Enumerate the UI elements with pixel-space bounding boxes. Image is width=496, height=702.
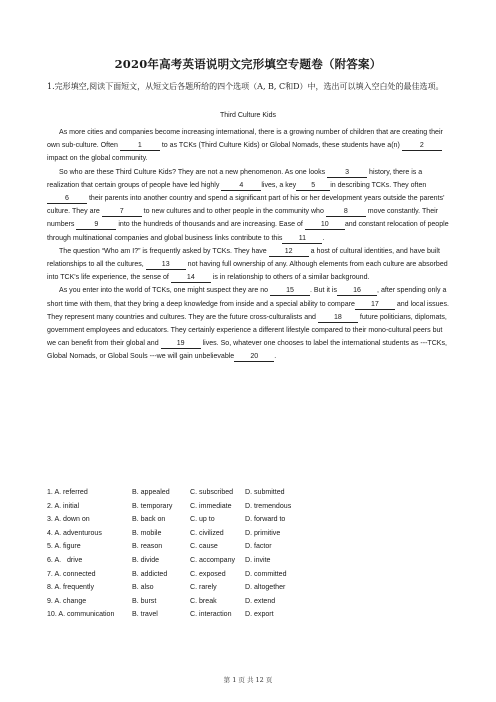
option-a: 6. A. drive [47,556,83,564]
passage-text: a host of cultural identities, and have built relationships to all the cultures, [47,247,440,269]
option-row [47,581,452,595]
passage-text: and constant relocation of people through multinational companies and global business links contribute to this [47,221,449,242]
option-a: 8. A. frequently [47,584,95,592]
blank-1: 1 [120,141,160,151]
passage-text: So who are these Third Culture Kids? They are not a new phenomenon. As one looks [59,168,328,176]
option-row [47,540,452,554]
passage-text: The question “Who am I?” is frequently asked by TCKs. They have [59,247,269,255]
blank-17: 17 [355,300,395,310]
option-b: B. travel [132,611,158,619]
option-c: C. exposed [190,570,226,578]
blank-2: 2 [402,141,442,151]
option-c: C. civilized [190,529,224,537]
option-b: B. back on [132,516,166,524]
passage-text: move constantly. Their numbers [47,208,439,229]
passage-text: As more cities and companies become increasing international, there is a growing number of children that are creating their own sub-culture. Often [47,129,443,150]
option-a: 10. A. communication [47,611,115,619]
option-c: C. cause [190,543,218,551]
passage-body [47,126,452,364]
option-c: C. rarely [190,584,217,592]
option-a: 9. A. change [47,597,87,605]
option-d: D. forward to [245,516,286,524]
passage-text: . But it is [310,287,338,295]
option-c: C. break [190,597,217,605]
blank-16: 16 [337,286,377,296]
option-c: C. interaction [190,611,232,619]
passage-text: . [322,234,325,242]
blank-13: 13 [146,260,186,270]
option-d: D. submitted [245,489,285,496]
option-row [47,568,452,582]
passage-text: to new cultures and to other people in the community who [141,208,326,216]
passage-title: Third Culture Kids [219,112,277,119]
option-row [47,500,452,514]
option-d: D. extend [245,597,276,605]
document-title: 2020年高考英语说明文完形填空专题卷（附答案） [114,57,382,71]
blank-7: 7 [102,207,142,217]
option-d: D. invite [245,556,271,564]
passage-text: into the hundreds of thousands and are increasing. Ease of [116,221,305,229]
paragraph-1 [47,126,452,166]
passage-text: their parents into another country and spend a significant part of his or her development years outside the parents' culture. They are [47,195,445,216]
blank-6: 6 [47,194,87,204]
passage-text: to as TCKs (Third Culture Kids) or Global Nomads, these students have a(n) [159,142,402,150]
passage-text: future politicians, diplomats, government employees and educators. They certainly experience a different lifestyle compared to their mono-cultural peers but we can benefit from their global and [47,313,447,348]
passage-text: As you enter into the world of TCKs, one might suspect they are no [59,287,270,295]
option-b: B. mobile [132,529,162,537]
blank-15: 15 [270,286,310,296]
option-b: B. divide [132,556,160,564]
passage-text: and local issues. They represent many countries and cultures. They are the future cross-culturalists and [47,300,449,321]
option-d: D. altogether [245,584,286,592]
blank-4: 4 [221,181,261,191]
option-a: 2. A. initial [47,502,80,510]
option-d: D. committed [245,570,287,578]
blank-20: 20 [234,352,274,362]
option-row [47,486,452,500]
option-b: B. burst [132,597,157,605]
paragraph-4 [47,284,452,363]
option-d: D. factor [245,543,272,551]
option-row [47,527,452,541]
option-c: C. up to [190,516,215,524]
blank-8: 8 [326,207,366,217]
option-b: B. also [132,584,154,592]
option-b: B. addicted [132,570,168,578]
blank-5: 5 [296,181,330,191]
passage-text: lives. So, whatever one chooses to label the international students as ---TCKs, Global Nomads, or Global Souls ---we will gain unbelievable [47,340,447,361]
blank-14: 14 [171,273,211,283]
page-number: 第 1 页 共 12 页 [223,676,273,684]
option-row [47,608,452,622]
option-a: 1. A. referred [47,489,88,496]
passage-text: , after spending only a short time with them, that they bring a deep knowledge from inside and a special ability to compare [47,287,447,308]
blank-19: 19 [161,339,201,349]
blank-11: 11 [282,234,322,244]
option-row [47,513,452,527]
option-a: 4. A. adventurous [47,529,102,537]
option-a: 7. A. connected [47,570,96,578]
blank-3: 3 [327,168,367,178]
option-a: 3. A. down on [47,516,90,524]
blank-18: 18 [318,313,358,323]
blank-10: 10 [305,220,345,230]
passage-text: . [274,353,277,361]
option-d: D. tremendous [245,502,292,510]
passage-text: history, there is a realization that certain groups of people have led highly [47,168,423,189]
option-b: B. reason [132,543,163,551]
passage-text: impact on the global community. [47,155,148,163]
passage-text: in describing TCKs. They often [330,181,427,189]
option-b: B. appealed [132,489,170,496]
option-d: D. export [245,611,274,619]
paragraph-2 [47,166,452,245]
option-b: B. temporary [132,502,173,510]
option-a: 5. A. figure [47,543,81,551]
passage-text: not having full ownership of any. Although elements from each culture are absorbed into TCK's life experience, the sense of [47,261,448,282]
blank-12: 12 [269,247,309,257]
option-c: C. immediate [190,502,232,510]
option-c: C. accompany [190,556,236,564]
blank-9: 9 [76,220,116,230]
passage-text: lives, a key [261,181,297,189]
option-row [47,595,452,609]
option-row [47,554,452,568]
answer-options [47,486,452,622]
option-c: C. subscribed [190,489,234,496]
option-d: D. primitive [245,529,281,537]
passage-text: is in relationship to others of a similar background. [210,274,370,282]
question-instructions: 1.完形填空,阅读下面短文，从短文后各题所给的四个选项（A, B, C和D）中，选出可以填入空白处的最佳选项。 [47,82,444,91]
paragraph-3 [47,245,452,285]
